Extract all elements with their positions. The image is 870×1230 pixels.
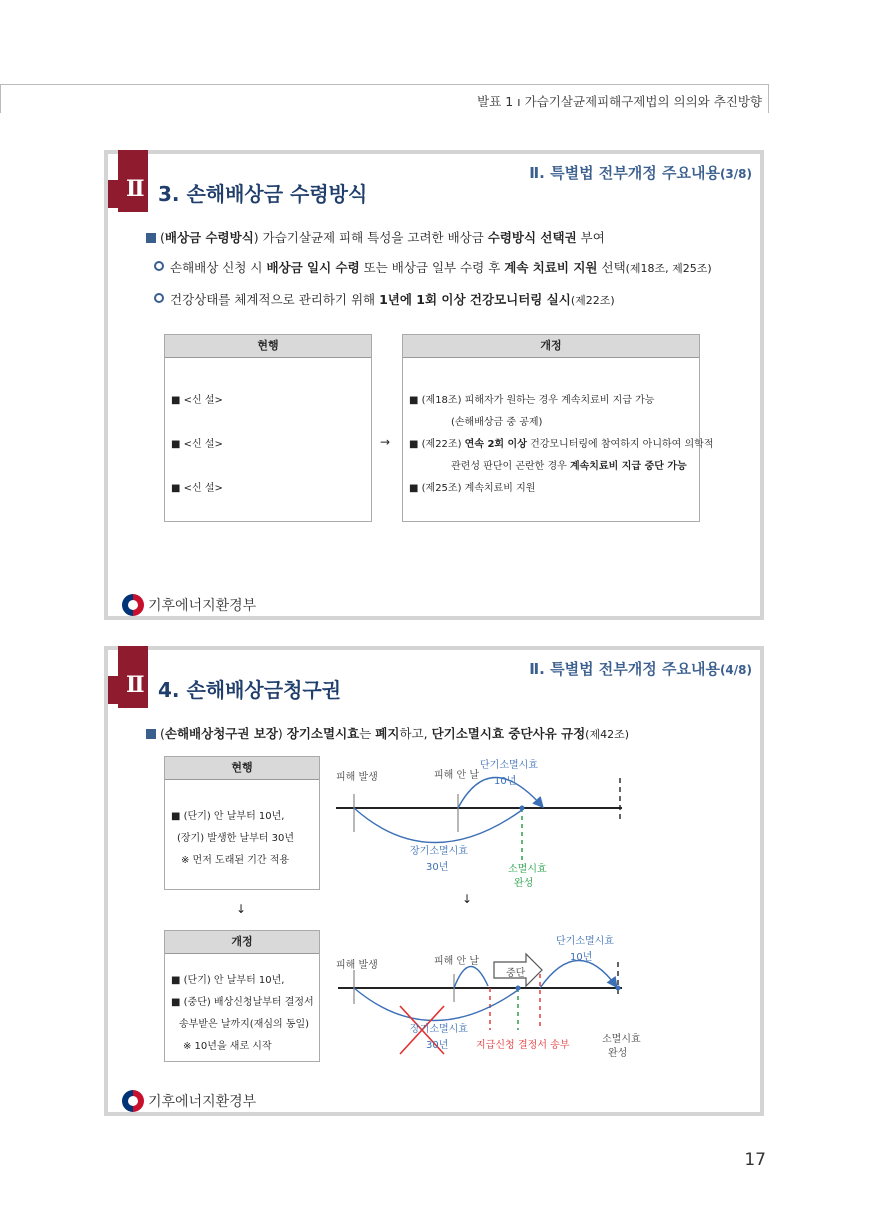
pre-stop-arc xyxy=(454,966,488,988)
table-row: ■ (단기) 안 날부터 10년, xyxy=(171,811,285,822)
table-row: ■ (제22조) 연속 2회 이상 건강모니터링에 참여하지 아니하여 의학적 xyxy=(409,439,714,450)
label-long-period: 장기소멸시효 xyxy=(410,846,468,857)
table-row: 관련성 판단이 곤란한 경우 계속치료비 지급 중단 가능 xyxy=(451,461,687,472)
table-current xyxy=(164,334,372,522)
square-bullet-icon xyxy=(146,729,156,739)
label-long-years: 30년 xyxy=(426,1040,449,1051)
long-period-arc xyxy=(354,808,522,843)
square-bullet-icon xyxy=(146,233,156,243)
section-label: Ⅱ. 특별법 전부개정 주요내용(3/8) xyxy=(529,164,752,182)
slide-title: 3. 손해배상금 수령방식 xyxy=(158,182,368,206)
table-revised xyxy=(402,334,714,522)
label-expire-2: 완성 xyxy=(514,878,534,889)
label-short-period: 단기소멸시효 xyxy=(556,936,614,947)
table-row: (손해배상금 중 공제) xyxy=(451,417,543,428)
table-row: (장기) 발생한 날부터 30년 xyxy=(177,833,295,844)
table-row: ■ (단기) 안 날부터 10년, xyxy=(171,975,285,986)
main-bullet: (배상금 수령방식) 가습기살균제 피해 특성을 고려한 배상금 수령방식 선택권 부여 xyxy=(146,228,605,246)
label-long-years: 30년 xyxy=(426,862,449,873)
down-arrow-icon: ↓ xyxy=(462,892,473,906)
table-row: ■ (제18조) 피해자가 원하는 경우 계속치료비 지급 가능 xyxy=(409,395,655,406)
table-header: 개정 xyxy=(403,335,699,358)
table-row: ※ 10년을 새로 시작 xyxy=(183,1041,272,1052)
label-occur: 피해 발생 xyxy=(336,772,378,783)
label-decide: 결정서 송부 xyxy=(518,1040,570,1051)
taegeuk-logo-icon xyxy=(122,1090,144,1112)
table-row: ■ (제25조) 계속치료비 지원 xyxy=(409,483,536,494)
table-row: ■ <신 설> xyxy=(171,483,223,494)
label-stop: 중단 xyxy=(506,968,526,979)
label-know: 피해 안 날 xyxy=(434,956,479,967)
taegeuk-logo-icon xyxy=(122,594,144,616)
label-occur: 피해 발생 xyxy=(336,960,378,971)
restart-period-arc xyxy=(540,960,616,988)
table-header: 개정 xyxy=(165,931,319,954)
label-short-years: 10년 xyxy=(570,952,593,963)
table-row: ■ <신 설> xyxy=(171,395,223,406)
table-header: 현행 xyxy=(165,757,319,780)
slide-damage-payment-method xyxy=(104,150,764,620)
table-row: ■ (중단) 배상신청날부터 결정서 xyxy=(171,997,314,1008)
right-arrow-icon: → xyxy=(380,435,391,449)
sub-bullet-2: 건강상태를 체계적으로 관리하기 위해 1년에 1회 이상 건강모니터링 실시(제22조) xyxy=(154,290,615,308)
label-long-period: 장기소멸시효 xyxy=(410,1024,468,1035)
table-header: 현행 xyxy=(165,335,371,358)
label-short-years: 10년 xyxy=(494,776,517,787)
table-row: ■ <신 설> xyxy=(171,439,223,450)
table-revised xyxy=(164,930,320,1062)
label-expire-2: 완성 xyxy=(608,1048,628,1059)
ministry-footer: 기후에너지환경부 xyxy=(122,1090,256,1112)
label-know: 피해 안 날 xyxy=(434,770,479,781)
table-row: ※ 먼저 도래된 기간 적용 xyxy=(181,855,290,866)
ring-bullet-icon xyxy=(154,261,164,271)
section-label: Ⅱ. 특별법 전부개정 주요내용(4/8) xyxy=(529,660,752,678)
label-expire-1: 소멸시효 xyxy=(602,1034,641,1045)
label-expire-1: 소멸시효 xyxy=(508,864,547,875)
page-number: 17 xyxy=(744,1150,766,1170)
slide-damage-claim-right xyxy=(104,646,764,1116)
slide-title: 4. 손해배상금청구권 xyxy=(158,678,342,702)
page-header-text: 발표 1 ı 가습기살균제피해구제법의 의의와 추진방향 xyxy=(477,94,762,109)
table-row: 송부받은 날까지(재심의 동일) xyxy=(179,1019,310,1030)
chapter-number: Ⅱ xyxy=(126,672,145,698)
table-current xyxy=(164,756,320,890)
down-arrow-icon: ↓ xyxy=(236,902,247,916)
sub-bullet-1: 손해배상 신청 시 배상금 일시 수령 또는 배상금 일부 수령 후 계속 치료비 지원 선택(제18조, 제25조) xyxy=(154,258,712,276)
chapter-number: Ⅱ xyxy=(126,176,145,202)
ministry-footer: 기후에너지환경부 xyxy=(122,594,256,616)
label-apply: 지급신청 xyxy=(476,1040,515,1051)
ring-bullet-icon xyxy=(154,293,164,303)
label-short-period: 단기소멸시효 xyxy=(480,760,538,771)
main-bullet: (손해배상청구권 보장) 장기소멸시효는 폐지하고, 단기소멸시효 중단사유 규정(제42조) xyxy=(146,724,629,742)
